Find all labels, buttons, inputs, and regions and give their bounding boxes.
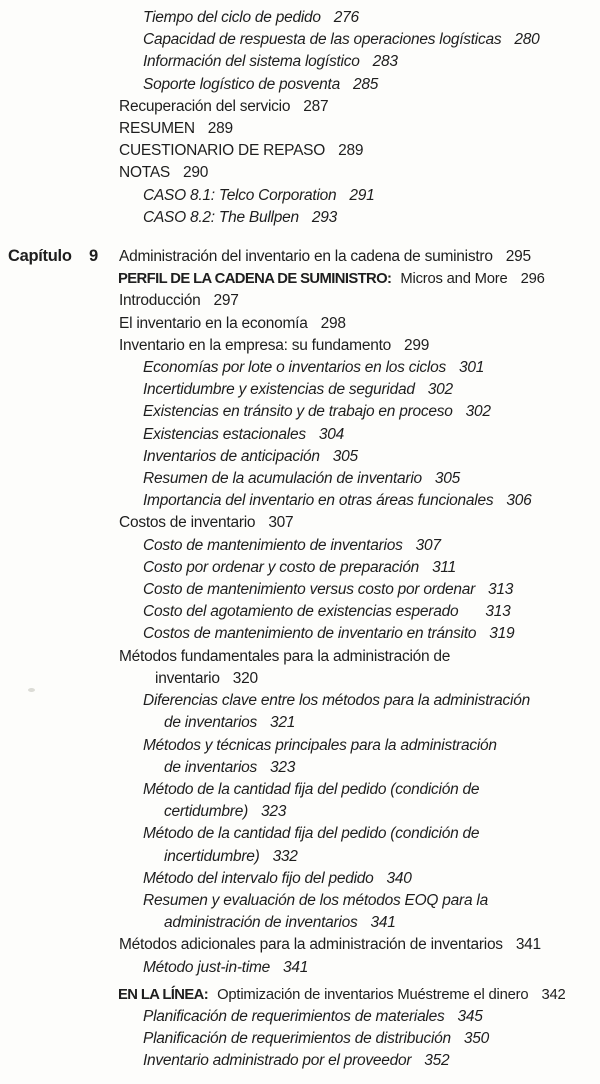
entry-page: 320 [232, 669, 258, 687]
toc-entry [119, 313, 600, 335]
entry-text: de inventarios [164, 758, 258, 776]
entry-text: Recuperación del servicio [119, 97, 291, 115]
entry-page: 323 [261, 803, 287, 821]
toc-entry-continuation [164, 801, 600, 823]
entry-page: 306 [506, 492, 532, 510]
toc-entry [143, 579, 600, 601]
entry-text: Método de la cantidad fija del pedido (condición de [143, 825, 480, 843]
entry-page: 352 [424, 1052, 450, 1070]
entry-text: RESUMEN [119, 120, 195, 138]
toc-entry [143, 424, 600, 446]
toc-entry [143, 74, 600, 96]
toc-entry-continuation [155, 668, 600, 690]
toc-entry [143, 690, 600, 712]
entry-text: Método del intervalo fijo del pedido [143, 869, 374, 887]
toc-entry [143, 29, 600, 51]
toc-entry [119, 118, 600, 140]
entry-text: inventario [155, 669, 220, 687]
entry-page: 305 [332, 447, 358, 465]
toc-entry [143, 51, 600, 73]
chapter-heading [0, 245, 600, 268]
entry-page: 302 [465, 403, 491, 421]
toc-entry [143, 207, 600, 229]
entry-text: Información del sistema logístico [143, 53, 360, 71]
entry-page: 304 [318, 425, 344, 443]
toc-entry [143, 379, 600, 401]
toc-entry [119, 335, 600, 357]
toc-entry [143, 490, 600, 512]
entry-text: Costo por ordenar y costo de preparación [143, 558, 420, 576]
toc-entry [143, 535, 600, 557]
entry-text: Costos de inventario [119, 514, 256, 532]
toc-entry [143, 7, 600, 29]
entry-page: 293 [311, 208, 337, 226]
entry-text: Soporte logístico de posventa [143, 75, 340, 93]
entry-text: Costos de mantenimiento de inventario en tránsito [143, 625, 477, 643]
toc-entry-continuation [164, 846, 600, 868]
toc-entry [143, 868, 600, 890]
entry-page: 276 [333, 9, 359, 26]
entry-text: Resumen de la acumulación de inventario [143, 470, 422, 488]
toc-entry [119, 140, 600, 162]
feature-entry [118, 268, 600, 290]
toc-entry [143, 185, 600, 207]
entry-text: Métodos fundamentales para la administración de [119, 647, 451, 665]
toc-entry [143, 890, 600, 912]
toc-entry [119, 290, 600, 312]
entry-page: 319 [489, 625, 515, 643]
entry-page: 350 [463, 1030, 490, 1048]
entry-page: 341 [515, 936, 541, 954]
entry-text: Incertidumbre y existencias de seguridad [143, 381, 415, 399]
entry-page: 285 [352, 75, 379, 93]
toc-entry [143, 1050, 600, 1072]
toc-entry [143, 779, 600, 801]
entry-text: Existencias en tránsito y de trabajo en proceso [143, 403, 453, 421]
entry-page: 313 [485, 603, 511, 621]
entry-text: NOTAS [119, 164, 170, 182]
entry-text: de inventarios [164, 714, 258, 732]
entry-page: 287 [303, 97, 329, 115]
toc-entry-continuation [164, 912, 600, 934]
entry-page: 313 [488, 581, 514, 599]
toc-entry [143, 357, 600, 379]
entry-text: Planificación de requerimientos de distribución [143, 1030, 451, 1048]
entry-text: Método just-in-time [143, 958, 271, 976]
entry-text: Método de la cantidad fija del pedido (condición de [143, 780, 480, 798]
entry-text: administración de inventarios [164, 914, 358, 932]
entry-page: 296 [520, 271, 545, 288]
entry-text: Micros and More [400, 271, 508, 288]
entry-page: 299 [404, 336, 430, 354]
entry-text: Diferencias clave entre los métodos para la administración [143, 692, 530, 710]
entry-page: 321 [270, 714, 296, 732]
entry-text: Planificación de requerimientos de materiales [143, 1007, 445, 1025]
chapter-number: 9 [89, 247, 98, 266]
toc-entry [119, 934, 600, 956]
entry-page: 280 [514, 31, 540, 49]
entry-text: Métodos adicionales para la administración de inventarios [119, 936, 503, 954]
toc-entry [143, 957, 600, 979]
entry-page: 341 [370, 914, 396, 932]
entry-page: 323 [270, 758, 296, 776]
entry-page: 291 [349, 186, 375, 204]
entry-text: Inventario administrado por el proveedor [143, 1052, 412, 1070]
toc-entry-continuation [164, 712, 600, 734]
toc-entry [143, 623, 600, 645]
entry-text: Economías por lote o inventarios en los ciclos [143, 359, 446, 377]
entry-text: Optimización de inventarios Muéstreme el dinero [217, 986, 529, 1003]
entry-text: Costo del agotamiento de existencias esperado [143, 603, 459, 621]
entry-text: Métodos y técnicas principales para la administración [143, 736, 497, 754]
feature-label: PERFIL DE LA CADENA DE SUMINISTRO: [118, 271, 392, 288]
toc-entry [143, 468, 600, 490]
entry-page: 311 [432, 558, 457, 576]
entry-text: Resumen y evaluación de los métodos EOQ para la [143, 891, 488, 909]
entry-text: CUESTIONARIO DE REPASO [119, 142, 326, 160]
feature-entry [118, 984, 600, 1006]
entry-page: 332 [272, 847, 298, 865]
toc-entry [143, 401, 600, 423]
chapter-label: Capítulo [8, 247, 72, 266]
entry-text: Costo de mantenimiento versus costo por ordenar [143, 581, 476, 599]
toc-entry [143, 823, 600, 845]
toc-entry [143, 446, 600, 468]
entry-page: 297 [213, 292, 239, 310]
entry-text: Importancia del inventario en otras áreas funcionales [143, 492, 494, 510]
feature-label: EN LA LÍNEA: [118, 986, 209, 1003]
toc-entry [119, 512, 600, 534]
entry-page: 307 [415, 536, 441, 554]
entry-text: Tiempo del ciclo de pedido [143, 9, 321, 26]
entry-text: incertidumbre) [164, 847, 260, 865]
entry-page: 307 [268, 514, 294, 532]
entry-text: Inventarios de anticipación [143, 447, 320, 465]
entry-page: 345 [457, 1007, 483, 1025]
toc-entry-continuation [164, 757, 600, 779]
toc-entry [143, 1006, 600, 1028]
entry-text: El inventario en la economía [119, 314, 308, 332]
entry-page: 298 [320, 314, 346, 332]
entry-text: CASO 8.2: The Bullpen [143, 208, 299, 226]
entry-page: 289 [338, 142, 364, 160]
entry-page: 289 [207, 120, 233, 138]
chapter-title: Administración del inventario en la cadena de suministro [119, 248, 493, 266]
entry-page: 290 [183, 164, 209, 182]
entry-page: 342 [541, 986, 566, 1003]
entry-text: Introducción [119, 292, 201, 310]
entry-page: 340 [386, 869, 412, 887]
toc-entry [119, 646, 600, 668]
entry-page: 295 [505, 248, 531, 266]
entry-text: certidumbre) [164, 803, 248, 821]
scan-artifact [28, 688, 35, 692]
toc-entry [119, 162, 600, 184]
entry-page: 301 [458, 359, 485, 377]
toc-entry [143, 1028, 600, 1050]
entry-page: 341 [283, 958, 309, 976]
entry-page: 302 [427, 381, 453, 399]
entry-text: Inventario en la empresa: su fundamento [119, 336, 392, 354]
entry-text: Existencias estacionales [143, 425, 306, 443]
toc-entry [143, 557, 600, 579]
toc-entry [143, 735, 600, 757]
entry-text: Costo de mantenimiento de inventarios [143, 536, 403, 554]
toc-entry [119, 96, 600, 118]
entry-text: Capacidad de respuesta de las operaciones logísticas [143, 31, 502, 49]
toc-entry [143, 601, 600, 623]
entry-text: CASO 8.1: Telco Corporation [143, 186, 337, 204]
entry-page: 283 [372, 53, 398, 71]
entry-page: 305 [434, 470, 461, 488]
